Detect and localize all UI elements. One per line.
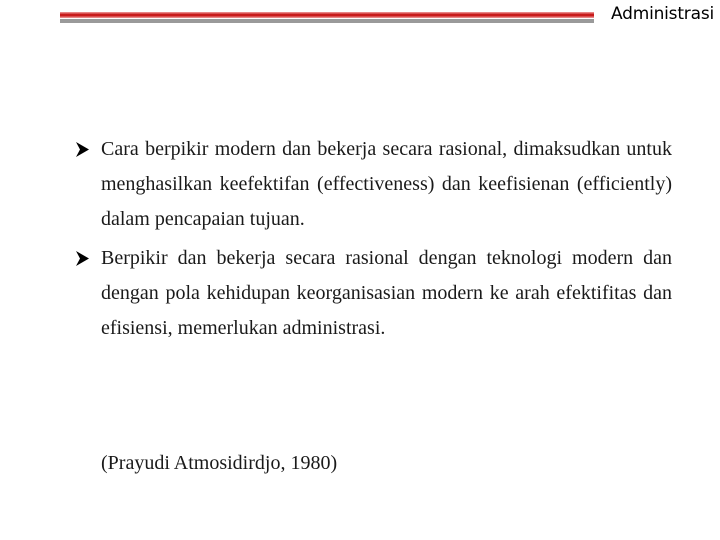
citation: (Prayudi Atmosidirdjo, 1980) <box>101 452 338 474</box>
bullet-list <box>74 132 672 350</box>
arrow-bullet-icon <box>74 250 91 267</box>
bullet-item <box>74 132 672 237</box>
bullet-item <box>74 241 672 346</box>
header-decorative-bar <box>60 10 594 26</box>
header-title: Administrasi <box>610 4 714 24</box>
bullet-text: Berpikir dan bekerja secara rasional dengan teknologi modern dan dengan pola kehidupan keorganisasian modern ke arah efektifitas dan efisiensi, memerlukan administrasi. <box>101 247 672 339</box>
bullet-text: Cara berpikir modern dan bekerja secara rasional, dimaksudkan untuk menghasilkan keefektifan (effectiveness) dan keefisienan (efficiently) dalam pencapaian tujuan. <box>101 138 672 230</box>
arrow-bullet-icon <box>74 141 91 158</box>
